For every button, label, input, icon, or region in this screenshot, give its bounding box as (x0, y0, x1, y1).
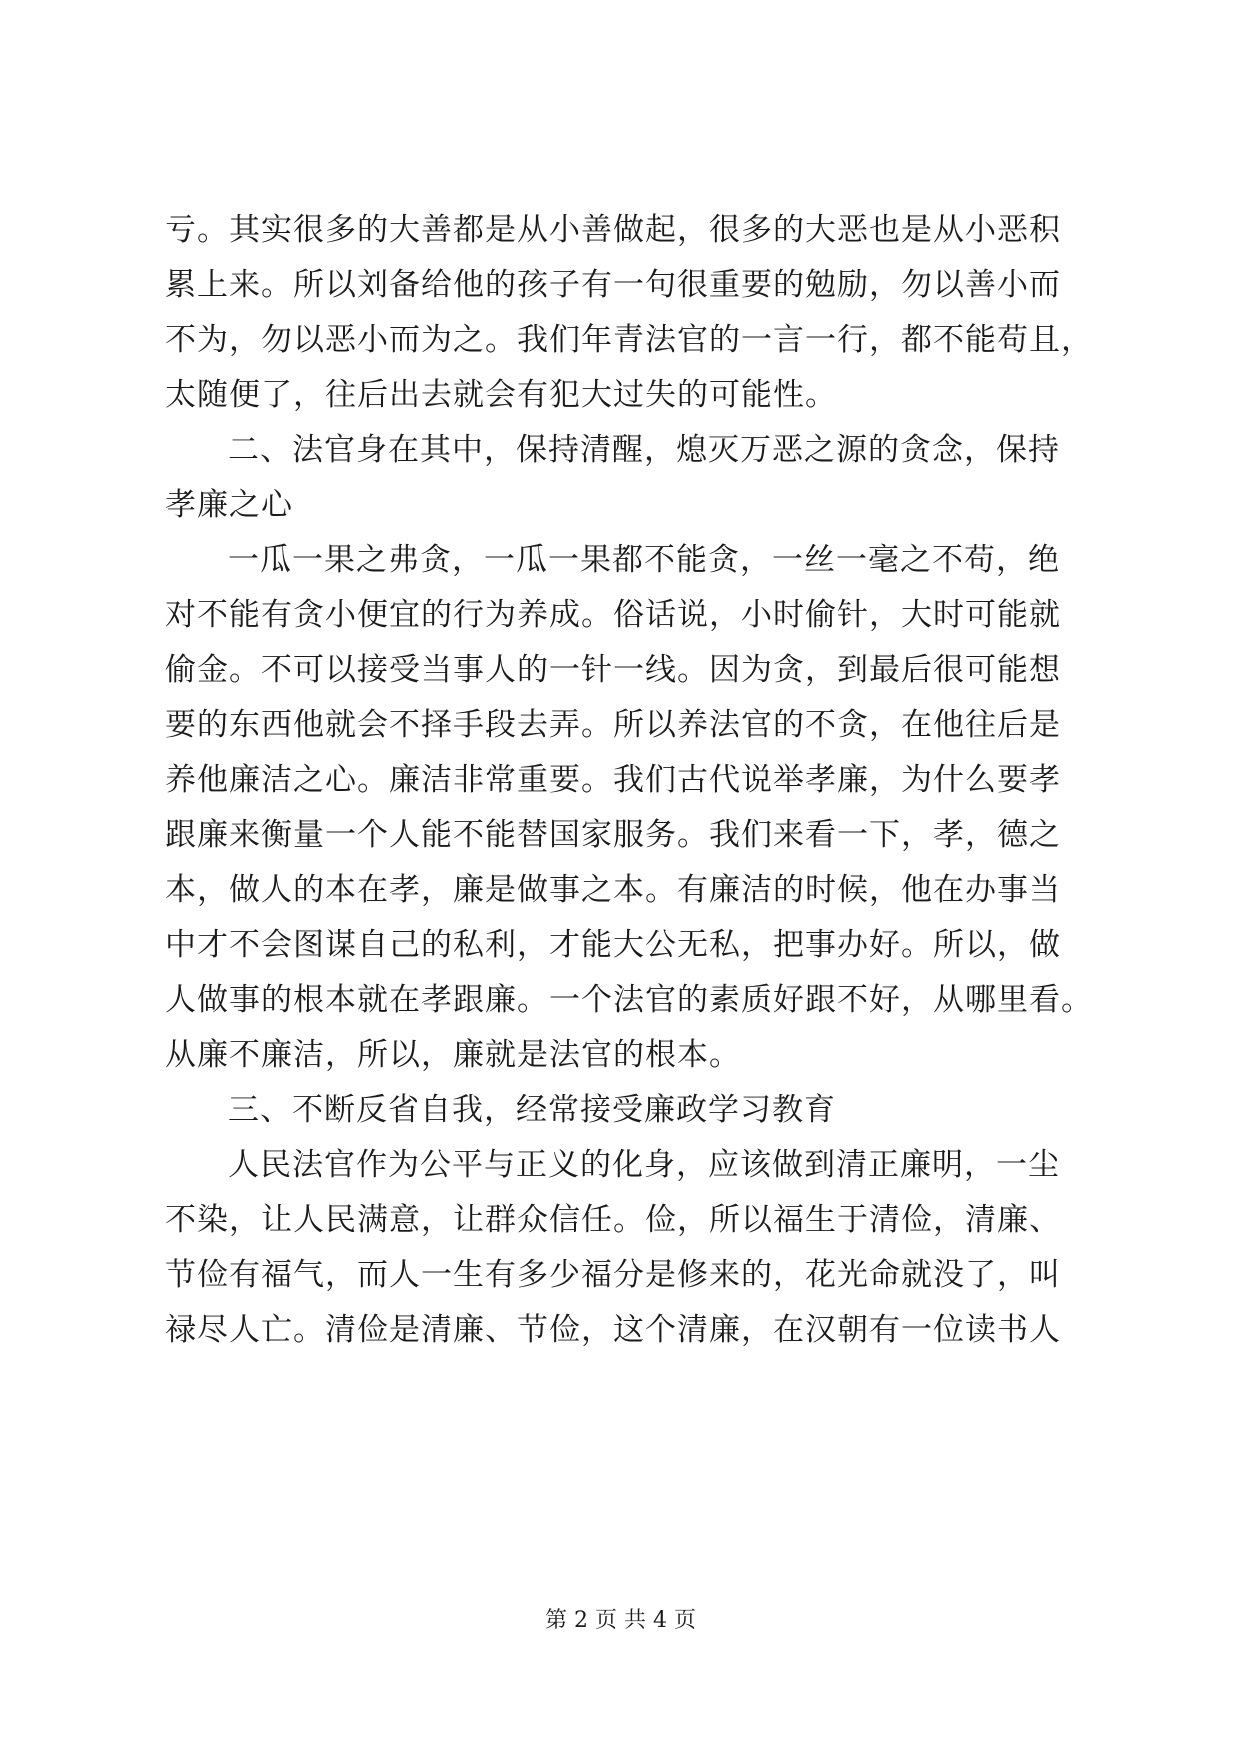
section-heading-2: 二、法官身在其中，保持清醒，熄灭万恶之源的贪念，保持 (228, 432, 1060, 468)
text-line: 节俭有福气，而人一生有多少福分是修来的，花光命就没了，叫 (165, 1257, 1061, 1293)
text-line: 人做事的根本就在孝跟廉。一个法官的素质好跟不好，从哪里看。 (165, 982, 1093, 1018)
text-line: 中才不会图谋自己的私利，才能大公无私，把事办好。所以，做 (165, 927, 1061, 963)
page-footer: 第 2 页 共 4 页 (545, 1608, 696, 1633)
text-line: 本，做人的本在孝，廉是做事之本。有廉洁的时候，他在办事当 (165, 872, 1061, 908)
text-line: 偷金。不可以接受当事人的一针一线。因为贪，到最后很可能想 (165, 652, 1061, 688)
text-line: 养他廉洁之心。廉洁非常重要。我们古代说举孝廉，为什么要孝 (165, 762, 1061, 798)
text-line: 累上来。所以刘备给他的孩子有一句很重要的勉励，勿以善小而 (165, 267, 1061, 303)
text-line: 禄尽人亡。清俭是清廉、节俭，这个清廉，在汉朝有一位读书人 (165, 1312, 1061, 1348)
text-line: 从廉不廉洁，所以，廉就是法官的根本。 (165, 1037, 741, 1073)
text-line: 亏。其实很多的大善都是从小善做起，很多的大恶也是从小恶积 (165, 212, 1061, 248)
text-line: 不为，勿以恶小而为之。我们年青法官的一言一行，都不能苟且， (165, 322, 1093, 358)
text-line: 太随便了，往后出去就会有犯大过失的可能性。 (165, 377, 837, 413)
text-line: 孝廉之心 (165, 487, 293, 523)
paragraph-start: 人民法官作为公平与正义的化身，应该做到清正廉明，一尘 (228, 1147, 1060, 1183)
paragraph-start: 一瓜一果之弗贪，一瓜一果都不能贪，一丝一毫之不苟，绝 (228, 542, 1060, 578)
text-line: 对不能有贪小便宜的行为养成。俗话说，小时偷针，大时可能就 (165, 597, 1061, 633)
text-line: 要的东西他就会不择手段去弄。所以养法官的不贪，在他往后是 (165, 707, 1061, 743)
text-line: 不染，让人民满意，让群众信任。俭，所以福生于清俭，清廉、 (165, 1202, 1061, 1238)
section-heading-3: 三、不断反省自我，经常接受廉政学习教育 (228, 1092, 836, 1128)
text-line: 跟廉来衡量一个人能不能替国家服务。我们来看一下，孝，德之 (165, 817, 1061, 853)
